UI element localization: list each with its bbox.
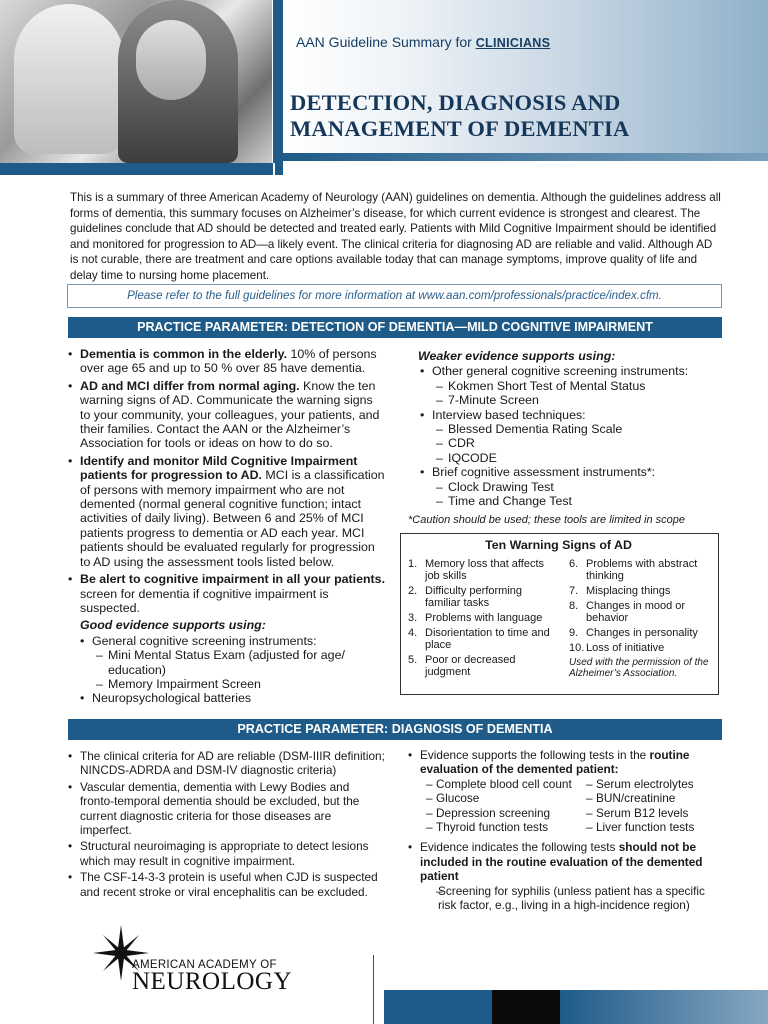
item-number: 1. (408, 558, 418, 570)
list-item (68, 379, 386, 451)
footer-bar-blue (384, 990, 492, 1024)
list-item: – Kokmen Short Test of Mental Status (408, 379, 724, 393)
logo-text-line-1: AMERICAN ACADEMY OF (132, 959, 277, 971)
header-accent-block (275, 0, 283, 175)
logo-text-line-2: NEUROLOGY (132, 968, 293, 995)
list-item (408, 612, 558, 624)
diagnosis-right-column (408, 748, 724, 912)
caution-note: *Caution should be used; these tools are limited in scope (408, 514, 686, 527)
item-number: 10. (569, 642, 585, 654)
item-text: Poor or decreased judgment (425, 654, 516, 678)
list-item (569, 585, 717, 597)
list-item (569, 558, 717, 582)
list-item (408, 558, 558, 582)
bullet-text: screen for dementia if cognitive impairment is suspected. (80, 586, 329, 615)
list-item: – Memory Impairment Screen (68, 677, 386, 691)
item-number: 9. (569, 627, 579, 639)
list-item: • Structural neuroimaging is appropriate to detect lesions which may result in cognitive impairment. (68, 839, 386, 868)
header-accent-bar (0, 163, 273, 175)
bullet-lead: Dementia is common in the elderly. (80, 347, 288, 361)
item-text: Misplacing things (586, 585, 671, 597)
list-item: – Blessed Dementia Rating Scale (408, 422, 724, 436)
footer-bar-black (492, 990, 560, 1024)
list-item: – Time and Change Test (408, 494, 724, 508)
reference-link[interactable]: Please refer to the full guidelines for more information at www.aan.com/professionals/practice/index.cfm. (127, 289, 662, 302)
list-item (408, 654, 558, 678)
item-number: 8. (569, 600, 579, 612)
test-item: – Serum electrolytes (586, 777, 724, 791)
item-number: 6. (569, 558, 579, 570)
list-item: • Interview based techniques: (408, 408, 724, 422)
kicker-prefix: AAN Guideline Summary for (296, 34, 476, 50)
item-text: Difficulty performing familiar tasks (425, 585, 522, 609)
list-item (408, 585, 558, 609)
list-item: • Vascular dementia, dementia with Lewy Bodies and fronto-temporal dementia should be excluded, but the current diagnostic criteria for those diseases are imperfect. (68, 780, 386, 838)
bullet-text: Evidence indicates the following tests (420, 840, 619, 855)
list-item: – Screening for syphilis (unless patient has a specific risk factor, e.g., living in a high-incidence region) (408, 884, 724, 913)
list-item: – Mini Mental Status Exam (adjusted for age/ education) (68, 648, 386, 677)
footer-bar-gradient (560, 990, 768, 1024)
list-item: • Brief cognitive assessment instruments*: (408, 465, 724, 479)
bullet-text: MCI is a classification of persons with memory impairment who are not demented (normal general cognitive function; intact activities of daily living). Between 6 and 25% of MCI patients progress to dementia or AD each year. MCI patients should be evaluated regularly for progression to AD using the assessment tools listed below. (80, 468, 385, 569)
header-photo (0, 0, 272, 163)
item-number: 4. (408, 627, 418, 639)
item-text: Changes in personality (586, 627, 698, 639)
bullet-text: Know the ten warning signs of AD. Communicate the warning signs to your community, your colleagues, your patients, and their families. Contact the AAN or the Alzheimer’s Association for tools or ideas on how to do so. (80, 378, 380, 451)
footer-divider (373, 955, 374, 1024)
list-item (408, 627, 558, 651)
item-text: Problems with abstract thinking (586, 558, 698, 582)
section-heading-diagnosis: PRACTICE PARAMETER: DIAGNOSIS OF DEMENTIA (68, 719, 722, 740)
list-item (408, 748, 724, 777)
weak-evidence-heading: Weaker evidence supports using: (418, 349, 616, 363)
item-text: Disorientation to time and place (425, 627, 550, 651)
warning-signs-list-right (569, 558, 717, 679)
item-number: 7. (569, 585, 579, 597)
list-item: • General cognitive screening instruments: (68, 634, 386, 648)
test-item: – BUN/creatinine (586, 791, 724, 805)
title-line-1: DETECTION, DIAGNOSIS AND (290, 90, 621, 115)
item-text: Loss of initiative (586, 642, 665, 654)
title-line-2: MANAGEMENT OF DEMENTIA (290, 116, 630, 141)
list-item (408, 840, 724, 883)
list-item: • Other general cognitive screening instruments: (408, 364, 724, 378)
bullet-text: 10% of persons over age 65 and up to 50 % over 85 have dementia. (80, 347, 377, 376)
list-item (569, 600, 717, 624)
section-heading-detection: PRACTICE PARAMETER: DETECTION OF DEMENTIA—MILD COGNITIVE IMPAIRMENT (68, 317, 722, 338)
item-number: 3. (408, 612, 418, 624)
bullet-emphasis: should not be included in the routine evaluation of the demented patient (420, 840, 703, 884)
bullet-lead: AD and MCI differ from normal aging. (80, 378, 300, 393)
item-text: Changes in mood or behavior (586, 600, 686, 624)
good-evidence-heading: Good evidence supports using: (80, 618, 266, 633)
kicker-audience: CLINICIANS (475, 36, 551, 50)
bullet-text: Evidence supports the following tests in the (420, 748, 650, 762)
test-item: – Glucose (408, 791, 586, 805)
list-item: • The CSF-14-3-3 protein is useful when CJD is suspected and recent stroke or viral encephalitis can be excluded. (68, 870, 386, 899)
diagnosis-left-column (68, 749, 386, 901)
routine-tests-list (408, 777, 724, 835)
warning-signs-list-left (408, 558, 558, 681)
list-item: – 7-Minute Screen (408, 393, 724, 407)
test-item: – Depression screening (408, 806, 586, 820)
header-banner-rule (283, 153, 768, 161)
list-item: • The clinical criteria for AD are reliable (DSM-IIIR definition; NINCDS-ADRDA and DSM-IV diagnostic criteria) (68, 749, 386, 778)
list-item: – IQCODE (408, 451, 724, 465)
test-item: – Liver function tests (586, 820, 724, 834)
list-item: – Clock Drawing Test (408, 480, 724, 494)
detection-left-column (68, 347, 386, 706)
test-item: – Serum B12 levels (586, 806, 724, 820)
bullet-emphasis: routine evaluation of the demented patient: (420, 748, 690, 777)
item-number: 2. (408, 585, 418, 597)
test-item: – Thyroid function tests (408, 820, 586, 834)
item-number: 5. (408, 654, 418, 666)
page-title (290, 90, 629, 142)
guideline-kicker (296, 34, 550, 50)
list-item: – CDR (408, 436, 724, 450)
list-item (569, 627, 717, 639)
reference-box (67, 284, 722, 308)
list-item: • Neuropsychological batteries (68, 691, 386, 705)
list-item (68, 572, 386, 615)
warning-signs-title: Ten Warning Signs of AD (485, 538, 632, 552)
bullet-lead: Identify and monitor Mild Cognitive Impairment patients for progression to AD. (80, 453, 358, 483)
list-item (68, 454, 386, 569)
item-text: Memory loss that affects job skills (425, 558, 545, 582)
bullet-lead: Be alert to cognitive impairment in all your patients. (80, 572, 386, 587)
permission-note: Used with the permission of the Alzheimer’s Association. (569, 657, 709, 679)
test-item: – Complete blood cell count (408, 777, 586, 791)
intro-paragraph: This is a summary of three American Academy of Neurology (AAN) guidelines on dementia. Although the guidelines address all forms of dementia, this summary focuses on Alzheimer’s disease, for which current evidence is strongest and clearest. The guidelines conclude that AD should be detected and treated early. Patients with Mild Cognitive Impairment should be identified and monitored for progression to AD—a likely event. The clinical criteria for diagnosing AD are reliable and valid. Although AD is not curable, there are treatment and care options available today that can manage symptoms, improve quality of life and delay time to nursing home placement. (70, 191, 721, 282)
list-item (68, 347, 386, 376)
detection-right-column (408, 347, 724, 528)
item-text: Problems with language (425, 612, 543, 624)
list-item (569, 642, 717, 654)
